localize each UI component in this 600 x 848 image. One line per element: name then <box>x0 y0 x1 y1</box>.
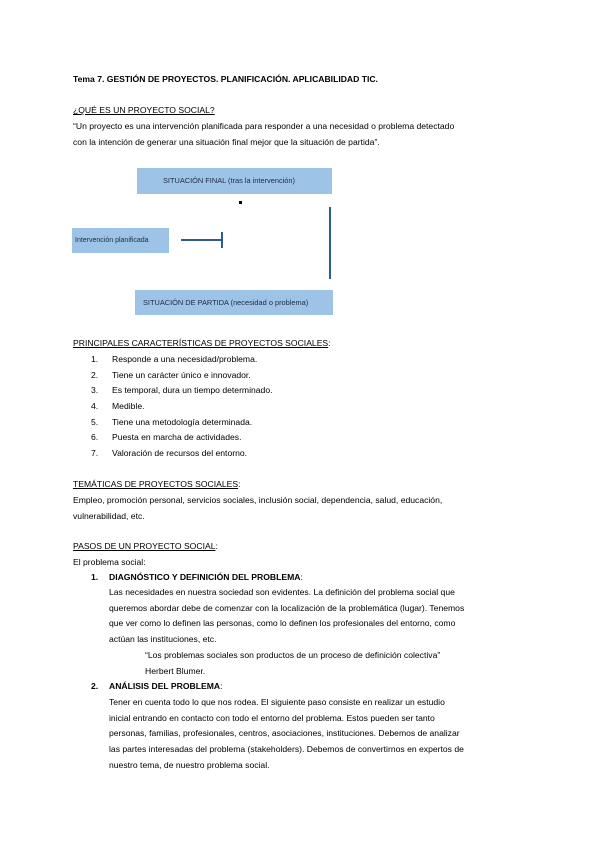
paragraph-line: Tener en cuenta todo lo que nos rodea. El siguiente paso consiste en realizar un estudio <box>109 697 445 707</box>
list-item-number: 1. <box>91 354 99 364</box>
list-item-number: 7. <box>91 448 99 459</box>
diagram-box-starting-label: SITUACIÓN DE PARTIDA (necesidad o problema) <box>143 297 309 307</box>
pasos-heading-text: PASOS DE UN PROYECTO SOCIAL <box>73 541 216 551</box>
paragraph-line: queremos abordar debe de comenzar con la localización de la problemática (lugar). Tenemos <box>109 602 465 613</box>
section-heading-que-es: ¿QUÉ ES UN PROYECTO SOCIAL? <box>73 105 215 115</box>
diagram-box-intervention-label: Intervención planificada <box>75 237 149 244</box>
diagram-vertical-connector <box>329 207 331 279</box>
list-item-number: 4. <box>91 401 99 412</box>
paragraph-line: actúan las instituciones, etc. <box>109 634 217 645</box>
pasos-heading-colon: : <box>215 541 218 551</box>
blumer-author: Herbert Blumer. <box>145 666 206 676</box>
paragraph-line: Las necesidades en nuestra sociedad son evidentes. La definición del problema social que <box>109 587 455 597</box>
list-item-text: Tiene un carácter único e innovador. <box>112 369 251 380</box>
list-item-text: Responde a una necesidad/problema. <box>112 354 258 364</box>
paragraph-line: inicial entrando en contacto con todo el entorno del problema. Estos pueden ser tanto <box>109 712 435 723</box>
step-2-number: 2. <box>91 681 99 691</box>
list-item-text: Medible. <box>112 401 145 412</box>
list-item-text: Puesta en marcha de actividades. <box>112 432 242 443</box>
diagram-arrow-tick <box>221 232 223 248</box>
diagram-box-intervention <box>72 228 169 253</box>
diagram-box-final-label: SITUACIÓN FINAL (tras la intervención) <box>163 176 295 186</box>
page-title: Tema 7. GESTIÓN DE PROYECTOS. PLANIFICACIÓN. APLICABILIDAD TIC. <box>73 74 378 84</box>
step-1-title-colon: : <box>300 572 303 582</box>
tematicas-heading-colon: : <box>238 479 241 489</box>
list-item-text: Es temporal, dura un tiempo determinado. <box>112 385 273 396</box>
step-1-title <box>109 572 303 582</box>
step-2-title-colon: : <box>220 681 223 691</box>
pasos-intro: El problema social: <box>73 557 146 567</box>
list-item-text: Tiene una metodología determinada. <box>112 416 253 427</box>
list-item-number: 6. <box>91 432 99 443</box>
diagram-box-final-situation <box>137 168 332 194</box>
step-1-body <box>109 585 464 648</box>
section-heading-tematicas <box>73 479 240 489</box>
tematicas-line-1: Empleo, promoción personal, servicios sociales, inclusión social, dependencia, salud, educación, <box>73 495 443 505</box>
step-2-title <box>109 681 222 691</box>
diagram-horizontal-arrow <box>181 239 222 241</box>
paragraph-line: las partes interesadas del problema (stakeholders). Debemos de convertirnos en expertos de <box>109 744 464 755</box>
tematicas-heading-text: TEMÁTICAS DE PROYECTOS SOCIALES <box>73 479 239 489</box>
step-1-title-text: DIAGNÓSTICO Y DEFINICIÓN DEL PROBLEMA <box>109 572 301 582</box>
section-heading-caracteristicas <box>73 338 331 348</box>
caracteristicas-heading-colon: : <box>328 338 331 348</box>
paragraph-line: personas, familias, profesionales, centros, asociaciones, instituciones. Debemos de analizar <box>109 728 460 739</box>
step-2-body <box>109 695 464 774</box>
list-item-number: 3. <box>91 385 99 396</box>
caracteristicas-heading-text: PRINCIPALES CARACTERÍSTICAS DE PROYECTOS SOCIALES <box>73 338 329 348</box>
list-item-number: 5. <box>91 416 99 427</box>
diagram-dot <box>239 201 242 204</box>
section-heading-pasos <box>73 541 218 551</box>
list-item-text: Valoración de recursos del entorno. <box>112 448 248 459</box>
paragraph-line: nuestro tema, de nuestro problema social. <box>109 759 270 770</box>
step-1-number: 1. <box>91 572 99 582</box>
step-2-title-text: ANÁLISIS DEL PROBLEMA <box>109 681 221 691</box>
list-item-number: 2. <box>91 369 99 380</box>
tematicas-line-2: vulnerabilidad, etc. <box>73 511 145 521</box>
diagram-box-starting-situation <box>135 290 333 315</box>
definition-quote-line-1: “Un proyecto es una intervención planificada para responder a una necesidad o problema detectado <box>73 121 455 131</box>
paragraph-line: que ver como lo definen las personas, como lo definen los profesionales del entorno, como <box>109 618 456 629</box>
definition-quote-line-2: con la intención de generar una situación final mejor que la situación de partida”. <box>73 137 380 147</box>
blumer-quote: “Los problemas sociales son productos de un proceso de definición colectiva” <box>145 650 441 660</box>
